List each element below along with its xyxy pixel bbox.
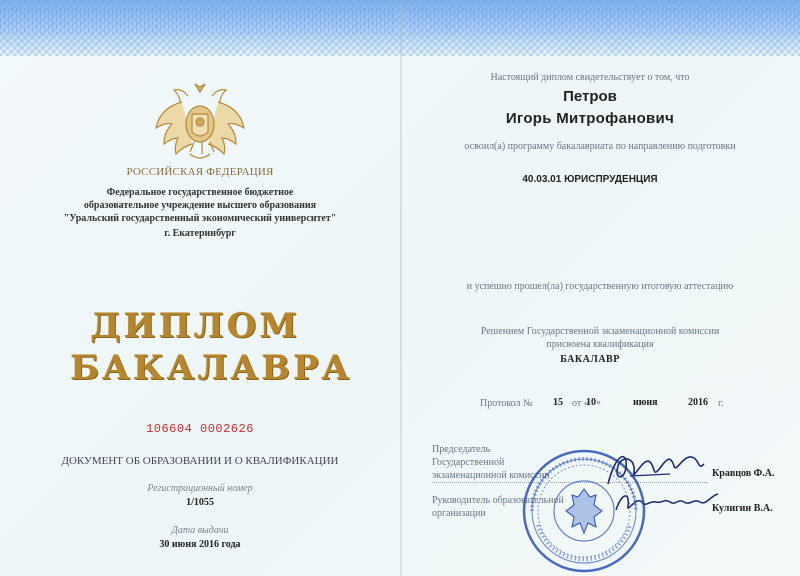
signer-2-name: Кулигин В.А. xyxy=(712,503,773,514)
diploma-title-line-1: ДИПЛОМ xyxy=(90,306,300,346)
protocol-day xyxy=(586,397,601,408)
protocol-year: 2016 xyxy=(688,397,708,408)
certifies-text: Настоящий диплом свидетельствует о том, что xyxy=(490,72,690,83)
protocol-day-close: » xyxy=(596,397,601,408)
signature-2-icon xyxy=(612,486,722,518)
serial-number: 106604 0002626 xyxy=(146,422,254,436)
institution-line-3: "Уральский государственный экономический университет" xyxy=(63,213,337,224)
commission-decision xyxy=(440,325,760,351)
protocol-year-suffix: г. xyxy=(718,398,724,409)
issue-date: 30 июня 2016 года xyxy=(159,539,241,550)
issue-date-label: Дата выдачи xyxy=(171,525,229,536)
mastered-program-text: освоил(а) программу бакалавриата по направлению подготовки xyxy=(464,141,736,152)
head-line-1: Руководитель образовательной xyxy=(432,495,564,506)
graduate-surname: Петров xyxy=(563,88,617,105)
protocol-label: Протокол № xyxy=(480,398,533,409)
institution-line-1: Федеральное государственное бюджетное xyxy=(106,187,294,198)
city: г. Екатеринбург xyxy=(164,228,236,239)
head-line-2: организации xyxy=(432,508,486,519)
protocol-number: 15 xyxy=(553,397,563,408)
coat-of-arms-icon xyxy=(150,78,250,170)
diploma-title-line-2: БАКАЛАВРА xyxy=(70,348,353,388)
chair-line-3: экзаменационной комиссии xyxy=(432,470,550,481)
protocol-month: июня xyxy=(633,397,658,408)
decision-line-2: присвоена квалификация xyxy=(546,339,654,350)
institution-line-2: образовательное учреждение высшего образования xyxy=(83,200,317,211)
band-pattern-left xyxy=(0,8,395,34)
chair-line-1: Председатель xyxy=(432,444,491,455)
program-name: 40.03.01 ЮРИСПРУДЕНЦИЯ xyxy=(522,174,658,185)
country-name: РОССИЙСКАЯ ФЕДЕРАЦИЯ xyxy=(126,166,274,178)
passed-attestation-text: и успешно прошел(ла) государственную итоговую аттестацию xyxy=(466,281,734,292)
band-pattern-right xyxy=(410,8,800,34)
registration-number: 1/1055 xyxy=(186,497,214,508)
qualification: БАКАЛАВР xyxy=(560,354,620,365)
chair-line-2: Государственной xyxy=(432,457,505,468)
signer-1-name: Кравцов Ф.А. xyxy=(712,468,775,479)
institution-name xyxy=(40,186,360,225)
center-fold xyxy=(400,0,402,576)
graduate-given-names: Игорь Митрофанович xyxy=(505,110,675,127)
protocol-day-value: 10 xyxy=(586,397,596,408)
decision-line-1: Решением Государственной экзаменационной комиссии xyxy=(480,326,720,337)
registration-label: Регистрационный номер xyxy=(147,483,253,494)
protocol-from-text: от « xyxy=(572,398,589,409)
document-type: ДОКУМЕНТ ОБ ОБРАЗОВАНИИ И О КВАЛИФИКАЦИИ xyxy=(61,455,339,467)
